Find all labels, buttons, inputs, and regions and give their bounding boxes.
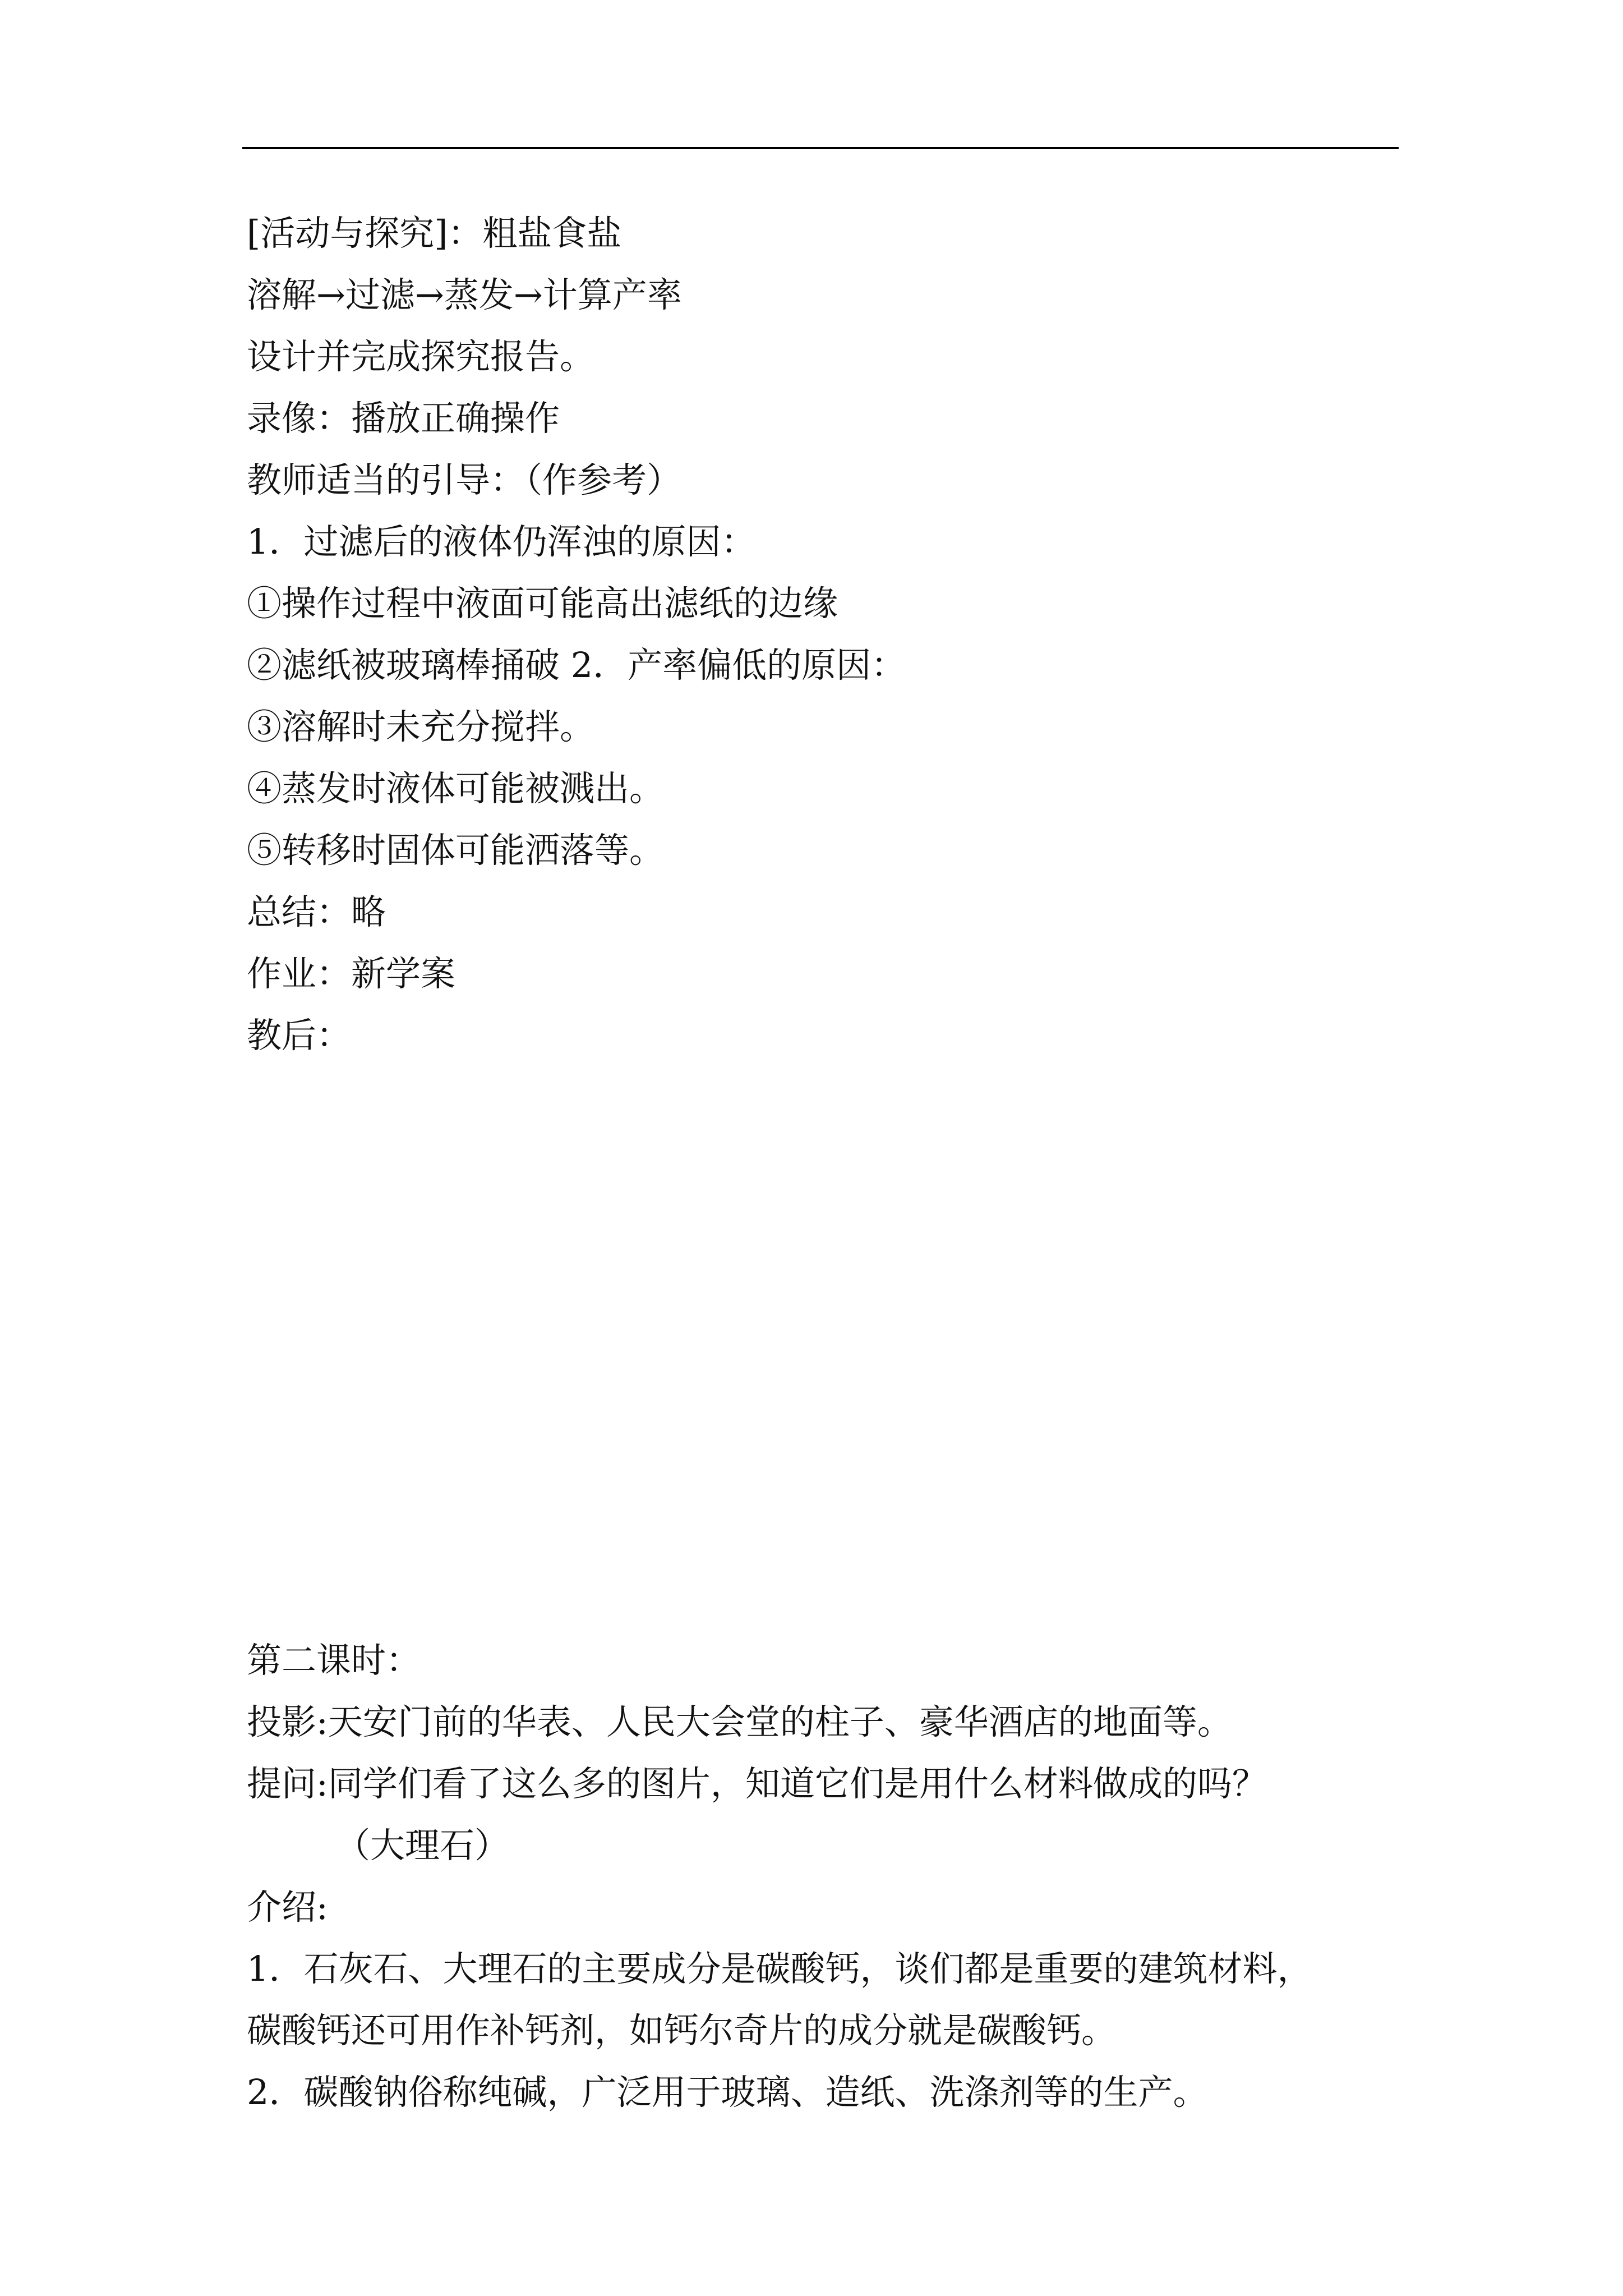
activity-heading: [活动与探究]：粗盐食盐	[247, 213, 622, 254]
video-note: 录像：播放正确操作	[247, 398, 560, 439]
after-class-line: 教后：	[247, 1015, 352, 1056]
header-rule	[242, 147, 1399, 149]
intro-item-1: 1．石灰石、大理石的主要成分是碳酸钙，谈们都是重要的建筑材料，	[247, 1948, 1312, 1989]
procedure-steps: 溶解→过滤→蒸发→计算产率	[247, 274, 682, 315]
question-line: 提问:同学们看了这么多的图片，知道它们是用什么材料做成的吗？	[247, 1763, 1267, 1804]
introduction-heading: 介绍:	[247, 1887, 328, 1927]
summary-line: 总结：略	[247, 891, 386, 932]
reason-item-5: ⑤转移时固体可能洒落等。	[247, 830, 665, 871]
intro-item-1-continued: 碳酸钙还可用作补钙剂，如钙尔奇片的成分就是碳酸钙。	[247, 2010, 1117, 2051]
homework-line: 作业：新学案	[247, 953, 456, 994]
reason-heading-1: 1．过滤后的液体仍浑浊的原因：	[247, 521, 756, 562]
reason-item-1: ①操作过程中液面可能高出滤纸的边缘	[247, 583, 838, 624]
intro-item-2: 2．碳酸钠俗称纯碱，广泛用于玻璃、造纸、洗涤剂等的生产。	[247, 2072, 1208, 2113]
reason-item-2: ②滤纸被玻璃棒捅破 2．产率偏低的原因：	[247, 645, 906, 685]
report-instruction: 设计并完成探究报告。	[247, 336, 595, 377]
reason-item-4: ④蒸发时液体可能被溅出。	[247, 768, 665, 809]
answer-line: （大理石）	[335, 1825, 510, 1866]
teacher-guidance: 教师适当的引导：（作参考）	[247, 459, 682, 500]
projection-line: 投影:天安门前的华表、人民大会堂的柱子、豪华酒店的地面等。	[247, 1701, 1232, 1742]
reason-item-3: ③溶解时未充分搅拌。	[247, 706, 595, 747]
second-lesson-heading: 第二课时：	[247, 1640, 421, 1681]
